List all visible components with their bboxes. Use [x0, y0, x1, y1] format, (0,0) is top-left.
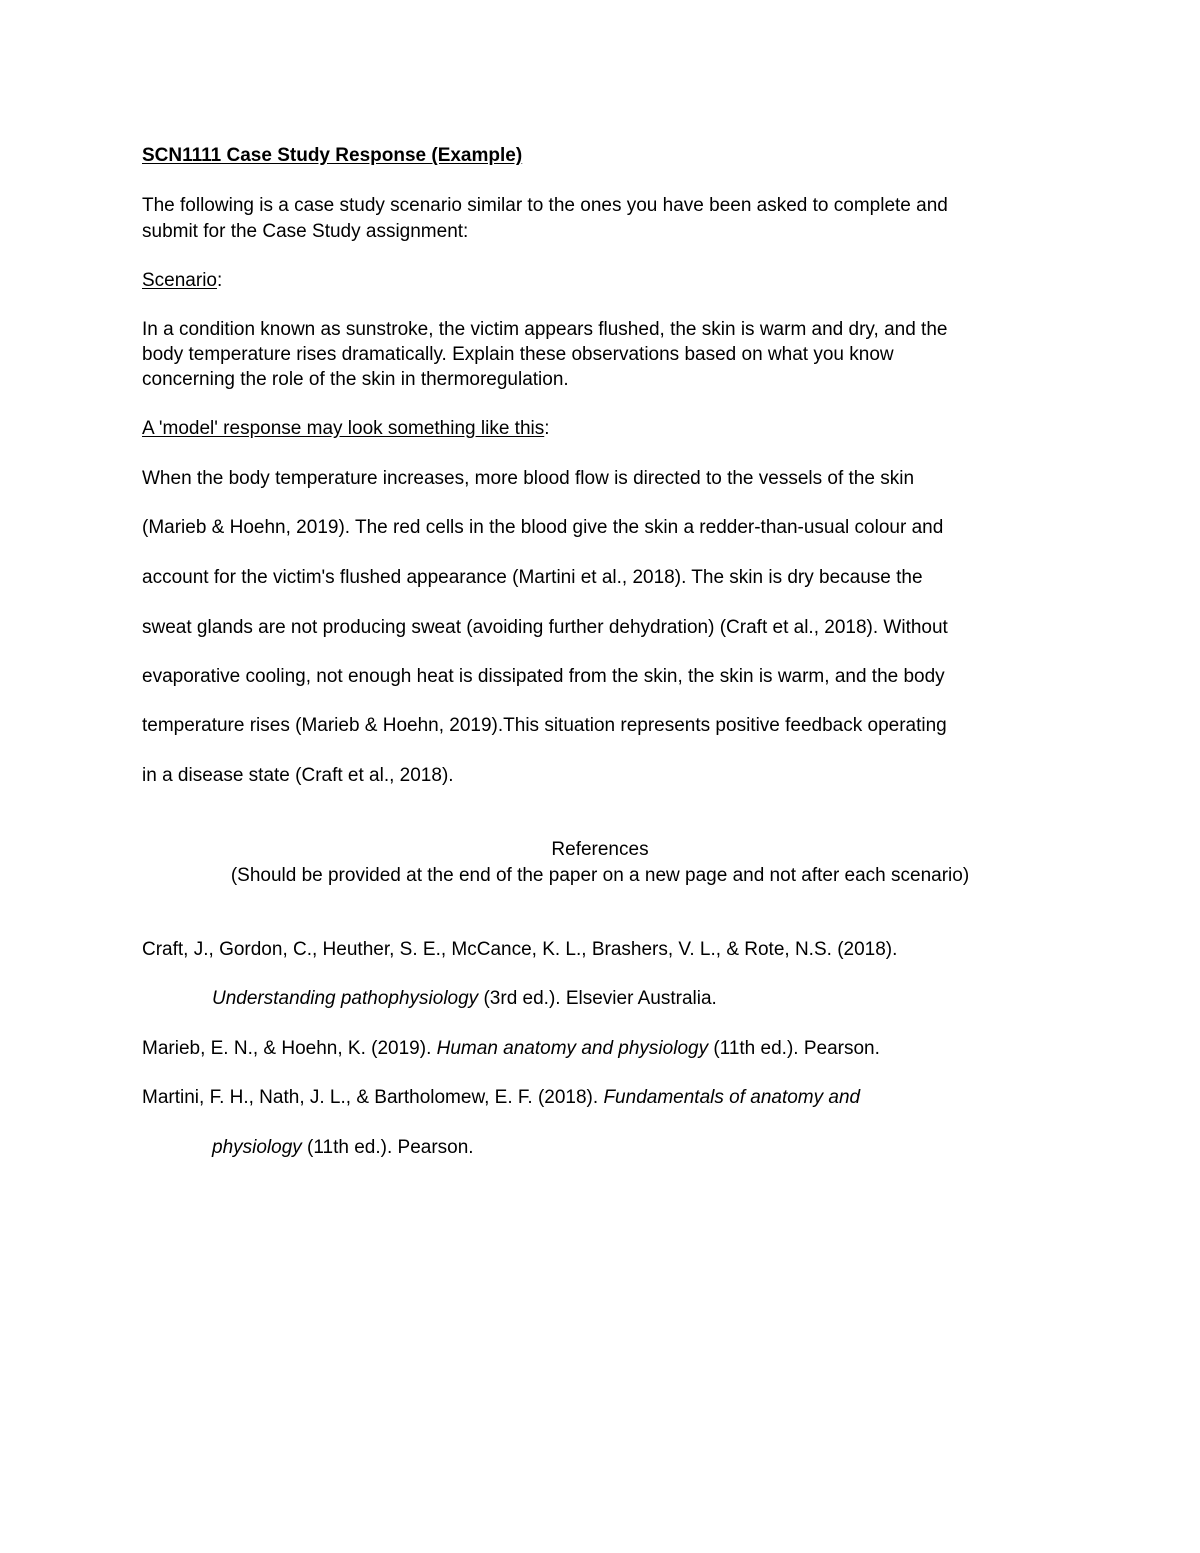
intro-line-2: submit for the Case Study assignment: — [142, 221, 469, 242]
response-line-3: account for the victim's flushed appearance (Martini et al., 2018). The skin is dry because the — [142, 567, 923, 588]
reference-craft-line-1: Craft, J., Gordon, C., Heuther, S. E., McCance, K. L., Brashers, V. L., & Rote, N.S. (2018). — [142, 939, 898, 960]
reference-marieb-rest: (11th ed.). Pearson. — [708, 1038, 880, 1059]
scenario-heading-colon: : — [217, 270, 223, 291]
reference-martini-rest: (11th ed.). Pearson. — [301, 1137, 474, 1158]
reference-marieb — [142, 1039, 880, 1058]
reference-craft-title: Understanding pathophysiology — [212, 988, 479, 1009]
scenario-heading-text: Scenario — [142, 270, 217, 291]
response-line-7: in a disease state (Craft et al., 2018). — [142, 765, 454, 786]
scenario-line-1: In a condition known as sunstroke, the victim appears flushed, the skin is warm and dry, and the — [142, 319, 948, 340]
reference-martini-title-part2: physiology — [212, 1137, 302, 1158]
scenario-heading — [142, 271, 222, 290]
reference-martini-authors: Martini, F. H., Nath, J. L., & Bartholomew, E. F. (2018). — [142, 1087, 604, 1108]
response-line-6: temperature rises (Marieb & Hoehn, 2019).This situation represents positive feedback operating — [142, 715, 947, 736]
reference-martini-line-1 — [142, 1088, 860, 1107]
references-heading: References — [551, 839, 649, 860]
reference-craft-line-2 — [212, 989, 717, 1008]
response-line-5: evaporative cooling, not enough heat is dissipated from the skin, the skin is warm, and the body — [142, 666, 945, 687]
response-line-1: When the body temperature increases, more blood flow is directed to the vessels of the skin — [142, 468, 915, 489]
reference-martini-line-2 — [212, 1138, 474, 1157]
references-note: (Should be provided at the end of the paper on a new page and not after each scenario) — [230, 865, 970, 886]
scenario-line-3: concerning the role of the skin in thermoregulation. — [142, 369, 569, 390]
model-response-heading — [142, 419, 550, 438]
response-line-2: (Marieb & Hoehn, 2019). The red cells in the blood give the skin a redder-than-usual colour and — [142, 517, 944, 538]
reference-martini-title-part1: Fundamentals of anatomy and — [603, 1087, 861, 1108]
reference-marieb-title: Human anatomy and physiology — [436, 1038, 709, 1059]
scenario-line-2: body temperature rises dramatically. Explain these observations based on what you know — [142, 344, 894, 365]
response-line-4: sweat glands are not producing sweat (avoiding further dehydration) (Craft et al., 2018). Without — [142, 617, 948, 638]
model-response-heading-text: A 'model' response may look something like this — [142, 418, 545, 439]
document-title: SCN1111 Case Study Response (Example) — [142, 145, 523, 166]
model-response-heading-colon: : — [544, 418, 550, 439]
reference-marieb-authors: Marieb, E. N., & Hoehn, K. (2019). — [142, 1038, 437, 1059]
reference-craft-rest: (3rd ed.). Elsevier Australia. — [478, 988, 717, 1009]
intro-line-1: The following is a case study scenario similar to the ones you have been asked to complete and — [142, 195, 948, 216]
